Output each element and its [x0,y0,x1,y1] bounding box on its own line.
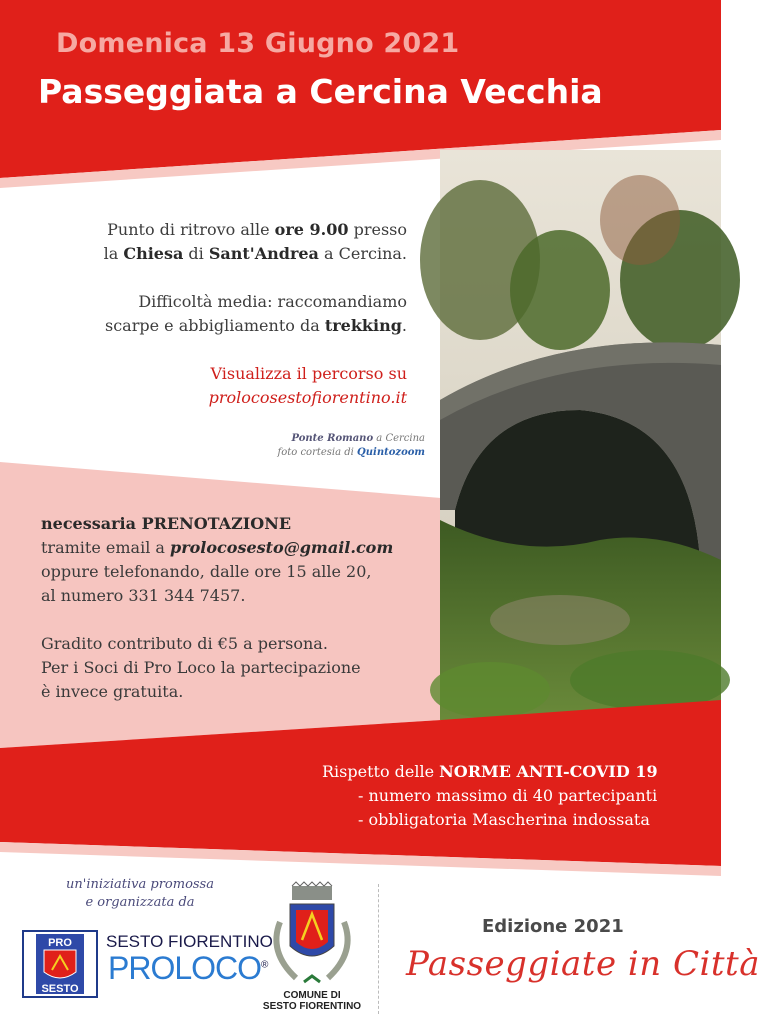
comune-label: COMUNE DI SESTO FIORENTINO [262,990,362,1012]
photographer-link[interactable]: Quintozoom [357,447,425,458]
covid-rules: Rispetto delle NORME ANTI-COVID 19 - numero massimo di 40 partecipanti - obbligatoria Mascherina indossata [322,762,658,829]
booking-info: necessaria PRENOTAZIONE tramite email a prolocosesto@gmail.com oppure telefonando, dalle ore 15 alle 20, al numero 331 344 7457. Gradito contributo di €5 a persona. Per i Soci di Pro Loco la partecipazione è invece gratuita. [41,514,394,701]
svg-text:PRO: PRO [48,937,72,949]
series-title: Passeggiate in Città [406,944,760,984]
meeting-info: Punto di ritrovo alle ore 9.00 presso la Chiesa di Sant'Andrea a Cercina. [103,220,407,263]
proloco-logo-text: PROLOCO® [108,950,268,986]
svg-text:SESTO: SESTO [41,983,79,995]
email-link[interactable]: prolocosesto@gmail.com [170,538,394,557]
proloco-sesto-title: SESTO FIORENTINO [106,932,273,951]
pro-sesto-badge-logo [22,930,98,998]
promo-text: un'iniziativa promossa e organizzata da [66,877,214,910]
photo-ponte-romano [420,150,740,720]
footer-divider [378,884,379,1014]
edition-label: Edizione 2021 [482,916,624,937]
event-title: Passeggiata a Cercina Vecchia [38,72,603,111]
route-link[interactable]: prolocosestofiorentino.it [208,388,407,407]
difficulty-info: Difficoltà media: raccomandiamo scarpe e abbigliamento da trekking. [105,292,407,335]
event-date: Domenica 13 Giugno 2021 [56,28,460,59]
comune-coat-of-arms-logo [266,882,358,988]
photo-caption: Ponte Romano a Cercina foto cortesia di Quintozoom [277,433,425,458]
route-info [209,362,407,410]
route-label: Visualizza il percorso su [210,364,407,383]
